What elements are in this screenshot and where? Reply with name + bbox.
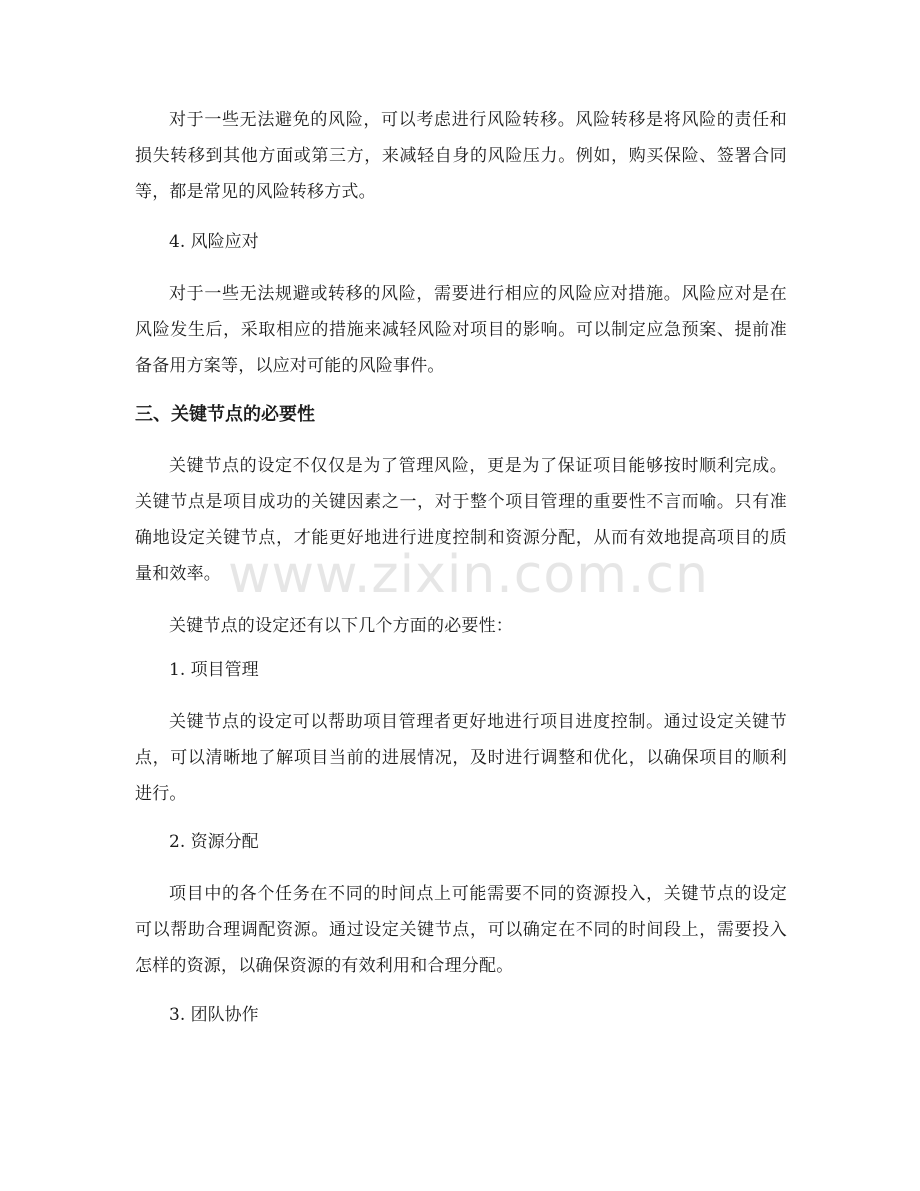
paragraph-key-nodes-intro: 关键节点的设定不仅仅是为了管理风险，更是为了保证项目能够按时顺利完成。关键节点是项目成功的关键因素之一，对于整个项目管理的重要性不言而喻。只有准确地设定关键节点，才能更好地进行进度控制和资源分配，从而有效地提高项目的质量和效率。 [135, 456, 787, 584]
list-item-risk-response: 4. 风险应对 [169, 232, 259, 252]
paragraph-resource-allocation: 项目中的各个任务在不同的时间点上可能需要不同的资源投入，关键节点的设定可以帮助合理调配资源。通过设定关键节点，可以确定在不同的时间段上，需要投入怎样的资源，以确保资源的有效利用和合理分配。 [135, 884, 787, 976]
list-item-project-management: 1. 项目管理 [169, 660, 259, 680]
list-item-team-collaboration: 3. 团队协作 [169, 1005, 259, 1025]
watermark-text: www.zixin.com.cn [228, 545, 709, 605]
paragraph-risk-response: 对于一些无法规避或转移的风险，需要进行相应的风险应对措施。风险应对是在风险发生后，采取相应的措施来减轻风险对项目的影响。可以制定应急预案、提前准备备用方案等，以应对可能的风险事件。 [135, 284, 787, 376]
paragraph-project-management: 关键节点的设定可以帮助项目管理者更好地进行项目进度控制。通过设定关键节点，可以清晰地了解项目当前的进展情况，及时进行调整和优化，以确保项目的顺利进行。 [135, 712, 787, 804]
list-item-resource-allocation: 2. 资源分配 [169, 832, 259, 852]
paragraph-risk-transfer: 对于一些无法避免的风险，可以考虑进行风险转移。风险转移是将风险的责任和损失转移到其他方面或第三方，来减轻自身的风险压力。例如，购买保险、签署合同等，都是常见的风险转移方式。 [135, 110, 787, 202]
section-heading-key-nodes: 三、关键节点的必要性 [135, 404, 315, 425]
paragraph-necessity-lead: 关键节点的设定还有以下几个方面的必要性： [169, 616, 513, 636]
